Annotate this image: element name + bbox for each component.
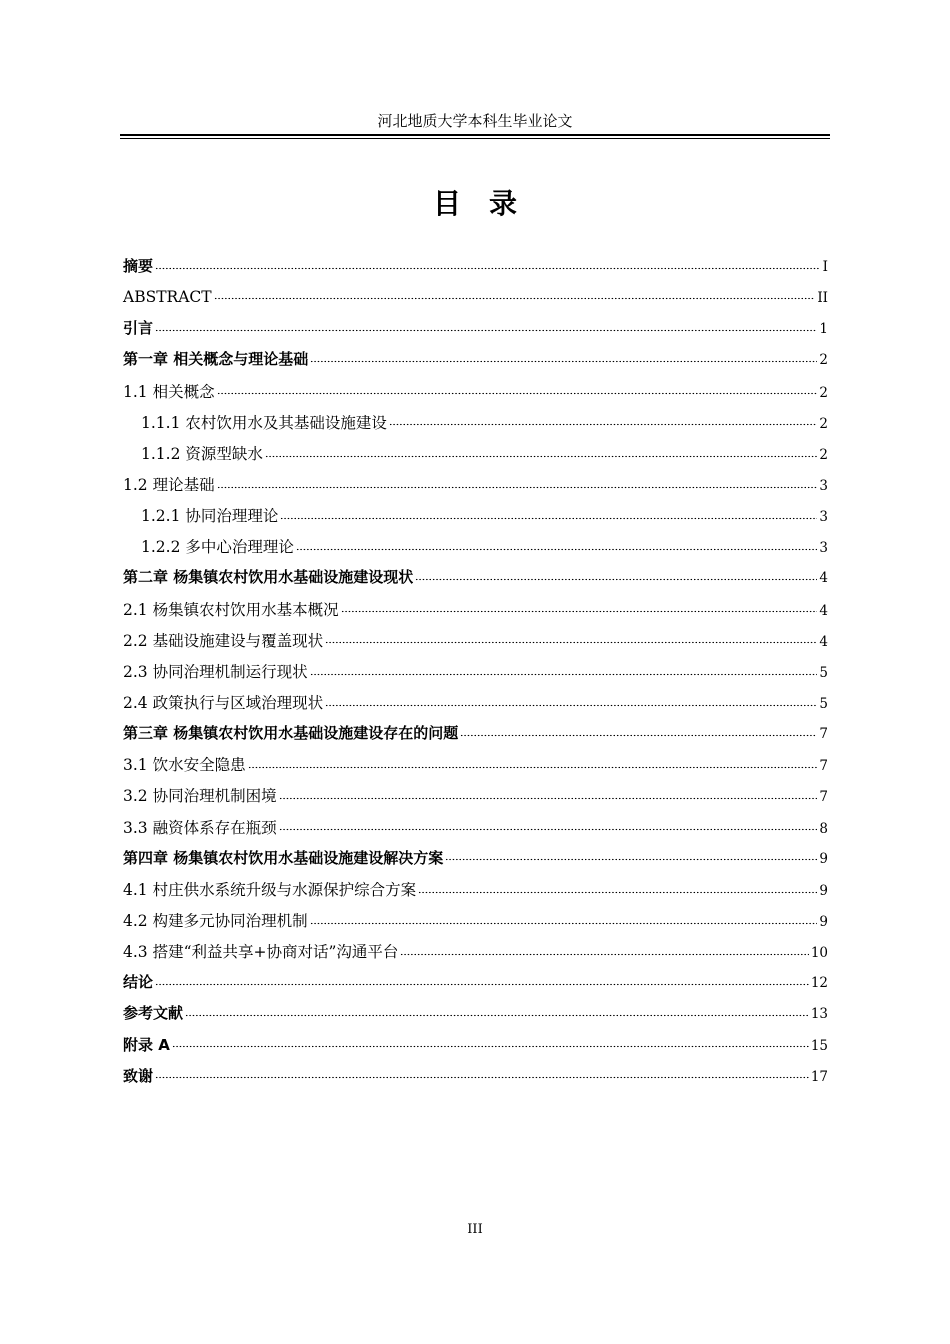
toc-dot-leader: [217, 381, 818, 397]
toc-entry[interactable]: [123, 566, 828, 597]
toc-dot-leader: [296, 537, 818, 553]
toc-entry[interactable]: [123, 753, 828, 784]
toc-entry-label: 1.2.1 协同治理理论: [141, 507, 279, 526]
header-rule-thin: [120, 138, 830, 139]
toc-entry[interactable]: [123, 1065, 828, 1096]
toc-entry[interactable]: [123, 971, 828, 1002]
toc-entry-label: 4.3 搭建“利益共享+协商对话”沟通平台: [123, 943, 399, 962]
toc-entry-page: 7: [819, 758, 828, 775]
toc-entry-page: 5: [819, 695, 828, 712]
toc-dot-leader: [155, 318, 817, 334]
toc-dot-leader: [400, 942, 808, 958]
toc-entry-page: 4: [819, 633, 828, 650]
toc-entry[interactable]: [123, 784, 828, 815]
toc-dot-leader: [217, 474, 818, 490]
toc-dot-leader: [248, 755, 818, 771]
toc-entry-page: 2: [819, 352, 828, 369]
page-number: III: [467, 1222, 483, 1237]
toc-entry-label: 4.2 构建多元协同治理机制: [123, 911, 308, 930]
toc-entry-label: 4.1 村庄供水系统升级与水源保护综合方案: [123, 880, 417, 899]
toc-entry[interactable]: [123, 940, 828, 971]
toc-dot-leader: [389, 412, 818, 428]
toc-dot-leader: [341, 599, 818, 615]
toc-entry[interactable]: [123, 629, 828, 660]
toc-entry-page: 7: [819, 726, 828, 743]
toc-dot-leader: [155, 972, 809, 988]
toc-entry-page: 5: [819, 664, 828, 681]
toc-entry-page: 4: [819, 602, 828, 619]
toc-entry-label: 1.2.2 多中心治理理论: [141, 538, 294, 557]
toc-entry[interactable]: [123, 442, 828, 473]
toc-entry[interactable]: [123, 660, 828, 691]
toc-entry[interactable]: [123, 1034, 828, 1065]
toc-entry-label: 参考文献: [123, 1004, 184, 1023]
toc-entry-label: 第二章 杨集镇农村饮用水基础设施建设现状: [123, 568, 414, 587]
toc-entry-label: 1.2 理论基础: [123, 475, 215, 494]
toc-entry-page: 8: [819, 820, 828, 837]
toc-entry-label: 致谢: [123, 1066, 154, 1085]
toc-entry-label: 第三章 杨集镇农村饮用水基础设施建设存在的问题: [123, 724, 459, 743]
toc-dot-leader: [325, 630, 817, 646]
toc-entry-page: 13: [810, 1006, 828, 1023]
toc-dot-leader: [310, 910, 818, 926]
page-title: 目录: [432, 187, 545, 220]
toc-dot-leader: [418, 879, 817, 895]
toc-entry[interactable]: [123, 473, 828, 504]
toc-entry-page: 2: [819, 446, 828, 463]
toc-entry-page: 9: [819, 882, 828, 899]
toc-dot-leader: [415, 567, 817, 583]
toc-entry-page: 1: [819, 321, 828, 338]
toc-entry[interactable]: [123, 286, 828, 317]
toc-entry[interactable]: [123, 878, 828, 909]
toc-entry-page: 3: [819, 477, 828, 494]
toc-entry-label: 结论: [123, 973, 154, 992]
toc-entry[interactable]: [123, 255, 828, 286]
toc-entry[interactable]: [123, 1002, 828, 1033]
toc-dot-leader: [155, 1065, 809, 1081]
toc-entry-label: 摘要: [123, 257, 154, 275]
toc-entry-label: 3.1 饮水安全隐患: [123, 756, 246, 775]
toc-entry-label: 1.1 相关概念: [123, 382, 215, 401]
toc-entry-label: 第四章 杨集镇农村饮用水基础设施建设解决方案: [123, 848, 444, 867]
toc-entry[interactable]: [123, 348, 828, 379]
toc-dot-leader: [155, 256, 820, 272]
toc-entry-page: 12: [810, 975, 828, 992]
toc-entry[interactable]: [123, 847, 828, 878]
toc-entry-label: 3.2 协同治理机制困境: [123, 787, 277, 806]
toc-dot-leader: [279, 786, 818, 802]
toc-entry-page: II: [817, 289, 828, 306]
toc-entry[interactable]: [123, 317, 828, 348]
toc-entry[interactable]: [123, 535, 828, 566]
toc-dot-leader: [325, 692, 817, 708]
toc-entry-label: 2.3 协同治理机制运行现状: [123, 662, 308, 681]
toc-entry-page: 10: [810, 945, 828, 962]
toc-dot-leader: [185, 1003, 809, 1019]
table-of-contents: [123, 255, 828, 1096]
toc-dot-leader: [172, 1034, 809, 1050]
toc-entry-page: I: [822, 259, 828, 275]
page-header: 河北地质大学本科生毕业论文: [377, 112, 573, 130]
toc-entry-label: 1.1.1 农村饮用水及其基础设施建设: [141, 413, 387, 432]
toc-dot-leader: [460, 723, 817, 739]
toc-entry[interactable]: [123, 722, 828, 753]
toc-dot-leader: [279, 817, 818, 833]
toc-dot-leader: [310, 661, 818, 677]
toc-entry-page: 15: [810, 1037, 828, 1054]
toc-entry-label: 2.1 杨集镇农村饮用水基本概况: [123, 600, 339, 619]
toc-entry-page: 2: [819, 415, 828, 432]
toc-entry-page: 2: [819, 384, 828, 401]
toc-dot-leader: [265, 443, 818, 459]
toc-entry-label: ABSTRACT: [123, 287, 212, 306]
toc-entry[interactable]: [123, 816, 828, 847]
toc-dot-leader: [214, 286, 816, 302]
toc-entry-label: 2.4 政策执行与区域治理现状: [123, 693, 324, 712]
toc-entry-page: 9: [819, 913, 828, 930]
toc-entry-label: 1.1.2 资源型缺水: [141, 444, 263, 463]
toc-dot-leader: [445, 847, 817, 863]
toc-entry-label: 2.2 基础设施建设与覆盖现状: [123, 631, 324, 650]
toc-entry[interactable]: [123, 909, 828, 940]
toc-entry-label: 第一章 相关概念与理论基础: [123, 350, 309, 369]
toc-entry-page: 4: [819, 570, 828, 587]
toc-entry-page: 17: [810, 1068, 828, 1085]
toc-entry-page: 3: [819, 540, 828, 557]
toc-entry-label: 引言: [123, 319, 154, 338]
toc-entry-page: 9: [819, 850, 828, 867]
toc-entry[interactable]: [123, 504, 828, 535]
header-rule-thick: [120, 134, 830, 136]
toc-entry-label: 附录 A: [123, 1035, 170, 1054]
toc-entry[interactable]: [123, 411, 828, 442]
toc-dot-leader: [280, 506, 817, 522]
toc-entry-label: 3.3 融资体系存在瓶颈: [123, 818, 277, 837]
toc-entry[interactable]: [123, 691, 828, 722]
toc-entry-page: 7: [819, 789, 828, 806]
toc-entry-page: 3: [819, 509, 828, 526]
toc-entry[interactable]: [123, 380, 828, 411]
toc-entry[interactable]: [123, 598, 828, 629]
toc-dot-leader: [310, 349, 817, 365]
